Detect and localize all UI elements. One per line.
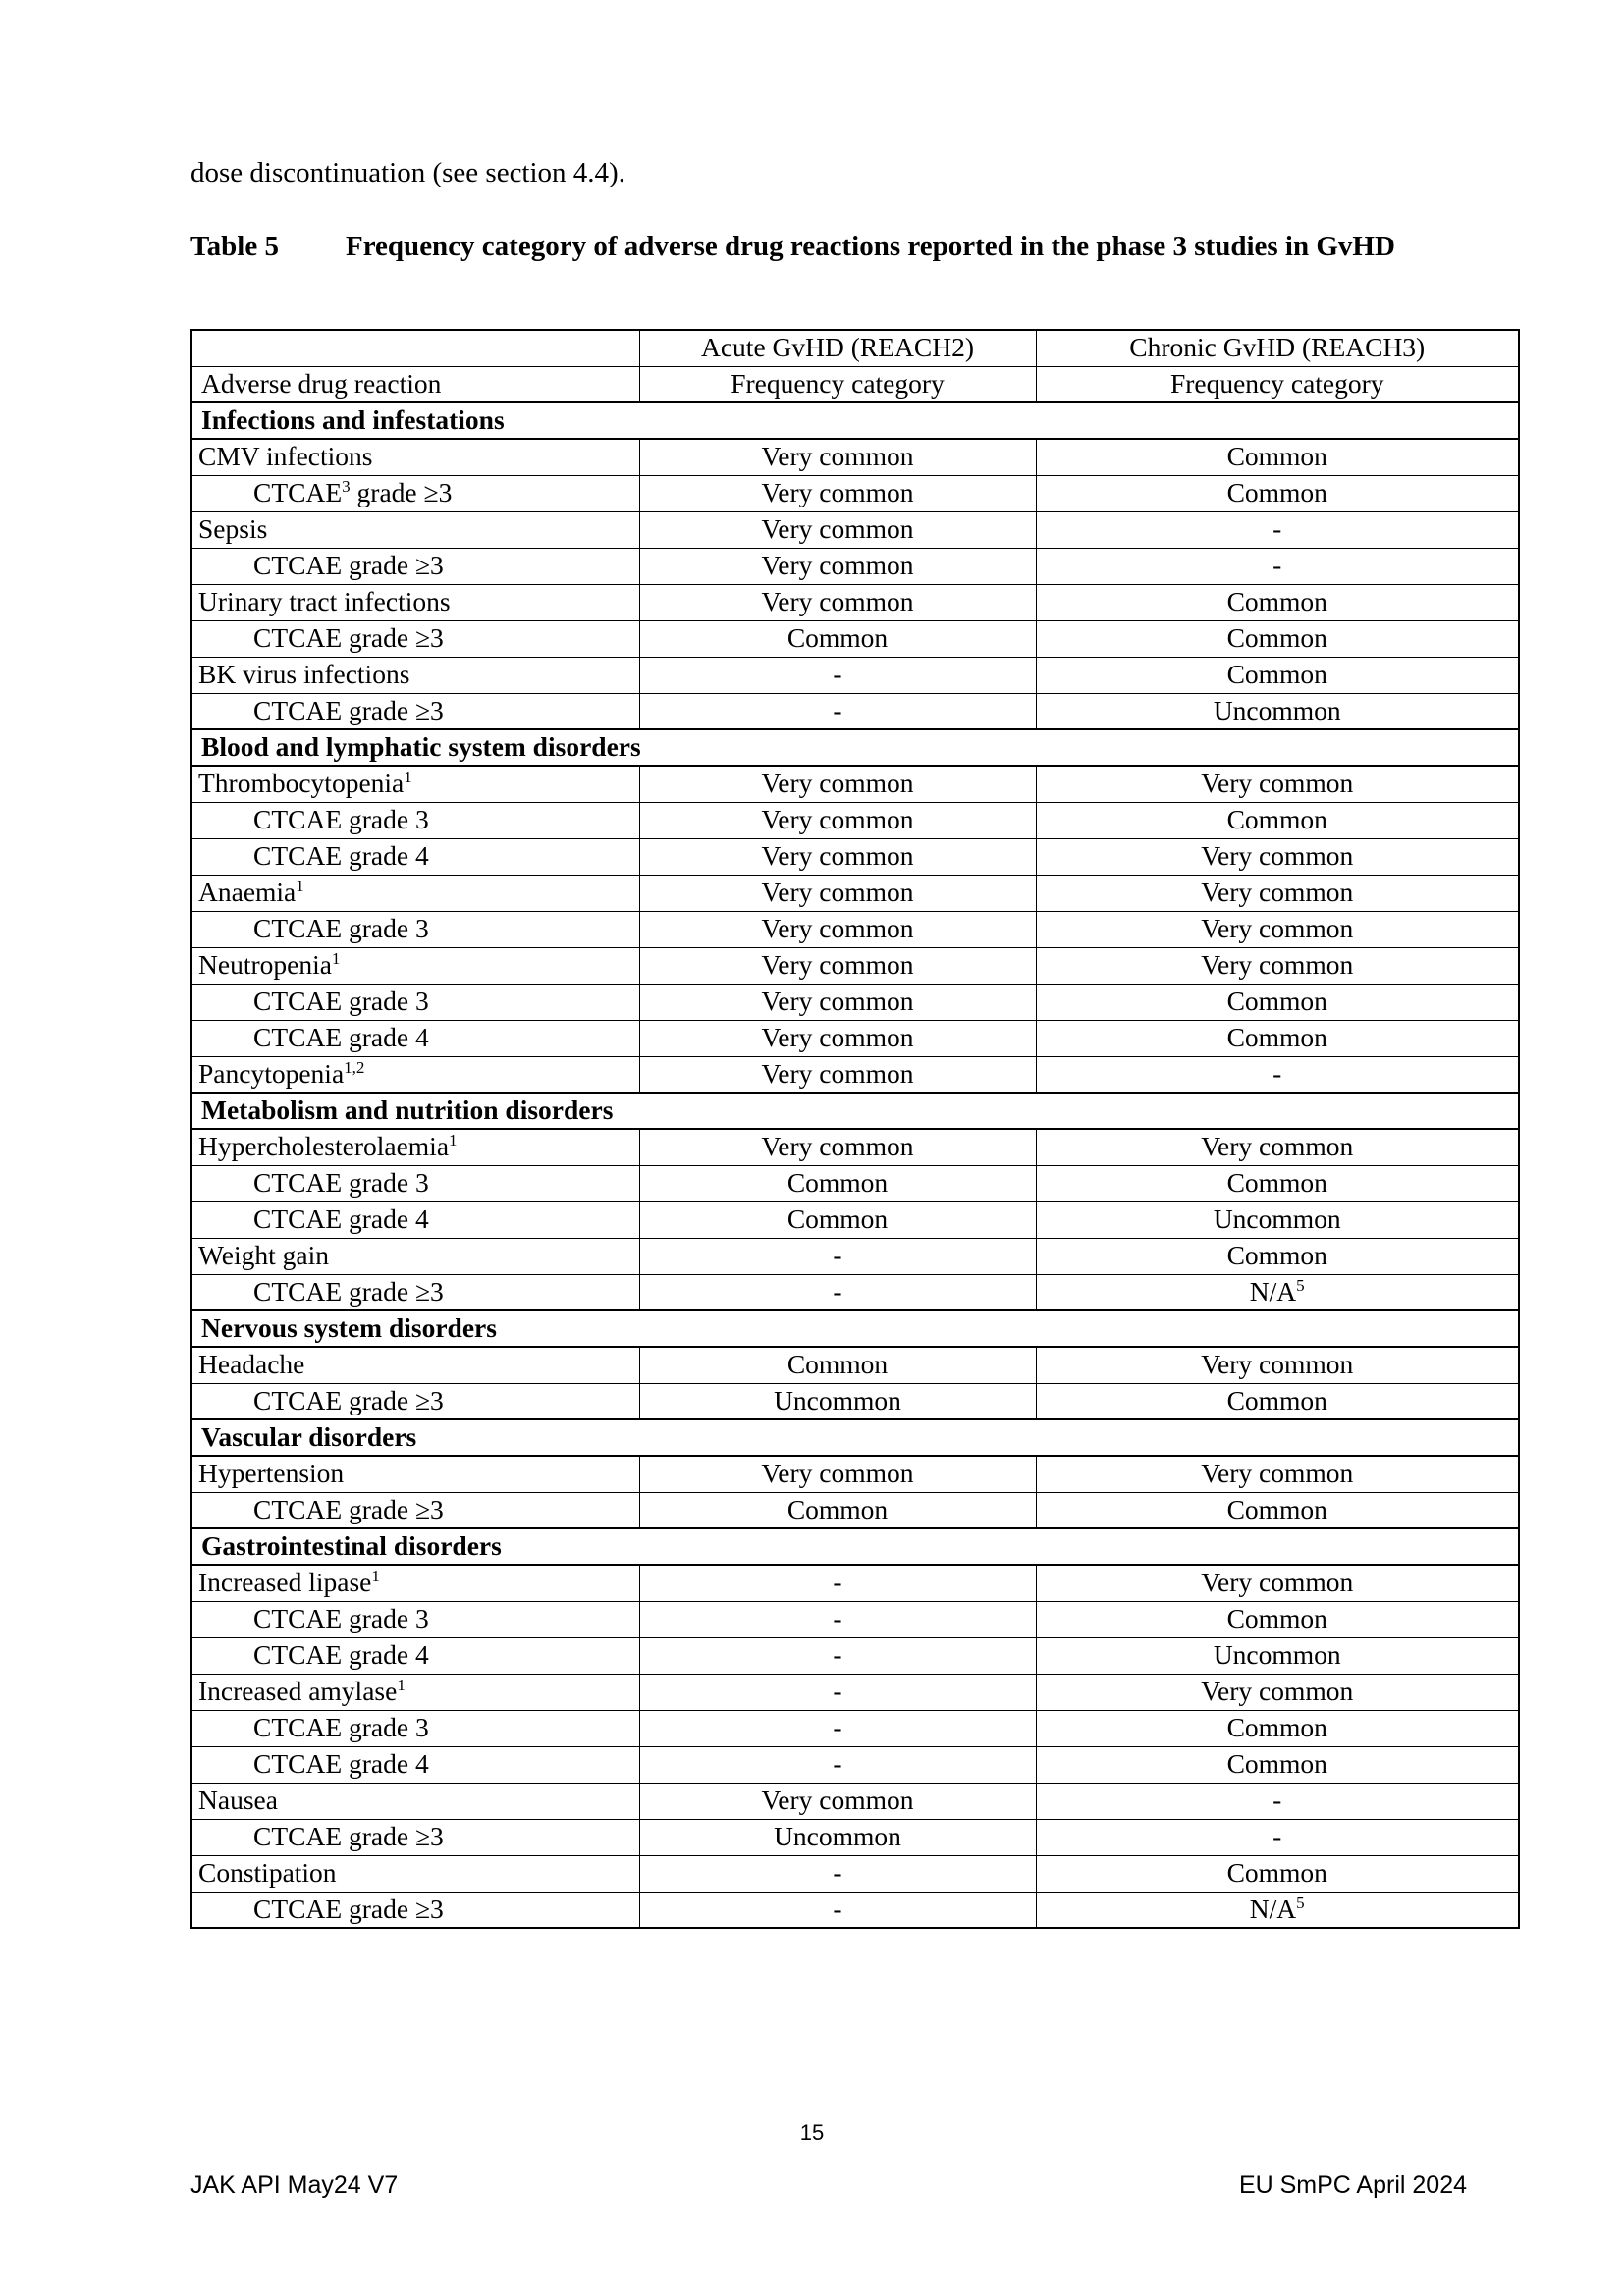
table-head bbox=[191, 330, 1519, 402]
adr-term-cell bbox=[191, 1456, 639, 1492]
frequency-chronic-cell bbox=[1036, 1637, 1519, 1674]
frequency-chronic-label: - bbox=[1272, 1057, 1282, 1089]
adr-term-label: Weight gain bbox=[198, 1240, 329, 1271]
adr-term-cell bbox=[191, 548, 639, 584]
footer-left-text: JAK API May24 V7 bbox=[190, 2171, 399, 2199]
table-row bbox=[191, 620, 1519, 657]
frequency-acute-cell: Common bbox=[639, 1201, 1036, 1238]
adr-term-label: Increased amylase bbox=[198, 1676, 398, 1707]
frequency-chronic-cell bbox=[1036, 1746, 1519, 1783]
table-row bbox=[191, 1456, 1519, 1492]
frequency-acute-cell: - bbox=[639, 1746, 1036, 1783]
page-footer bbox=[190, 2171, 1467, 2200]
adr-term-label: Neutropenia bbox=[198, 949, 332, 981]
frequency-chronic-cell bbox=[1036, 1601, 1519, 1637]
table-row bbox=[191, 1347, 1519, 1383]
frequency-chronic-label: - bbox=[1272, 1785, 1282, 1816]
adr-term-label: Urinary tract infections bbox=[198, 586, 451, 617]
footnote-marker: 1 bbox=[449, 1131, 458, 1150]
table-row bbox=[191, 766, 1519, 802]
frequency-chronic-cell bbox=[1036, 1492, 1519, 1528]
table-section-header-row bbox=[191, 1310, 1519, 1347]
header-adverse-drug-reaction: Adverse drug reaction bbox=[191, 366, 639, 402]
adr-term-cell bbox=[191, 620, 639, 657]
frequency-chronic-cell bbox=[1036, 475, 1519, 511]
table-row bbox=[191, 1601, 1519, 1637]
adr-term-label: Hypertension bbox=[198, 1458, 345, 1489]
frequency-chronic-cell bbox=[1036, 875, 1519, 911]
frequency-chronic-label: Common bbox=[1226, 441, 1327, 472]
table-row bbox=[191, 1819, 1519, 1855]
table-row bbox=[191, 875, 1519, 911]
frequency-chronic-label: Common bbox=[1226, 477, 1327, 508]
frequency-chronic-label: - bbox=[1272, 513, 1282, 545]
footnote-marker: 5 bbox=[1296, 1275, 1305, 1295]
frequency-chronic-label: Common bbox=[1226, 804, 1327, 835]
table-caption-text: Frequency category of adverse drug reactions reported in the phase 3 studies in GvHD bbox=[346, 231, 1395, 262]
frequency-chronic-label: Common bbox=[1226, 586, 1327, 617]
frequency-chronic-label: Common bbox=[1226, 986, 1327, 1017]
adr-term-cell bbox=[191, 911, 639, 947]
adr-term-cell bbox=[191, 766, 639, 802]
adr-term-label: CTCAE grade ≥3 bbox=[253, 1821, 444, 1852]
footnote-marker: 5 bbox=[1296, 1893, 1305, 1912]
adr-term-label: CTCAE grade ≥3 bbox=[253, 1275, 444, 1307]
header-acute-gvhd: Acute GvHD (REACH2) bbox=[639, 330, 1036, 366]
frequency-acute-cell: Very common bbox=[639, 475, 1036, 511]
table-row bbox=[191, 511, 1519, 548]
header-frequency-category-chronic: Frequency category bbox=[1036, 366, 1519, 402]
frequency-chronic-cell bbox=[1036, 1674, 1519, 1710]
frequency-chronic-cell bbox=[1036, 1456, 1519, 1492]
adr-term-cell bbox=[191, 1238, 639, 1274]
frequency-acute-cell: Very common bbox=[639, 584, 1036, 620]
page-number: 15 bbox=[799, 2120, 825, 2145]
adverse-drug-reaction-table bbox=[190, 329, 1520, 1929]
section-title: Blood and lymphatic system disorders bbox=[191, 729, 1519, 766]
frequency-chronic-label: N/A bbox=[1249, 1893, 1297, 1924]
frequency-chronic-cell bbox=[1036, 766, 1519, 802]
frequency-chronic-cell bbox=[1036, 439, 1519, 475]
frequency-chronic-label: Common bbox=[1226, 659, 1327, 690]
frequency-acute-cell: Uncommon bbox=[639, 1819, 1036, 1855]
frequency-chronic-label: Common bbox=[1226, 1857, 1327, 1889]
frequency-chronic-cell bbox=[1036, 1347, 1519, 1383]
adr-term-label: CTCAE grade ≥3 bbox=[253, 1384, 444, 1415]
frequency-acute-cell: - bbox=[639, 1892, 1036, 1928]
frequency-chronic-label: Very common bbox=[1201, 1131, 1354, 1162]
frequency-chronic-label: Very common bbox=[1201, 1676, 1354, 1707]
adr-term-cell bbox=[191, 1383, 639, 1419]
frequency-acute-cell: Very common bbox=[639, 1056, 1036, 1093]
table-row bbox=[191, 1783, 1519, 1819]
frequency-acute-cell: Very common bbox=[639, 1020, 1036, 1056]
frequency-acute-cell: Common bbox=[639, 1492, 1036, 1528]
frequency-acute-cell: Uncommon bbox=[639, 1383, 1036, 1419]
adr-term-cell bbox=[191, 802, 639, 838]
table-header-row-sub bbox=[191, 366, 1519, 402]
frequency-acute-cell: Common bbox=[639, 1165, 1036, 1201]
adr-term-cell bbox=[191, 1892, 639, 1928]
frequency-chronic-label: Common bbox=[1226, 1384, 1327, 1415]
adr-term-cell bbox=[191, 475, 639, 511]
frequency-acute-cell: - bbox=[639, 1637, 1036, 1674]
frequency-acute-cell: - bbox=[639, 1601, 1036, 1637]
section-title: Infections and infestations bbox=[191, 402, 1519, 439]
section-title: Gastrointestinal disorders bbox=[191, 1528, 1519, 1565]
adr-term-label: CTCAE bbox=[253, 477, 343, 508]
adr-term-label: Pancytopenia bbox=[198, 1057, 345, 1089]
frequency-chronic-cell bbox=[1036, 1056, 1519, 1093]
frequency-acute-cell: - bbox=[639, 1710, 1036, 1746]
adr-term-label: CTCAE grade ≥3 bbox=[253, 622, 444, 654]
frequency-chronic-label: Common bbox=[1226, 1240, 1327, 1271]
table-row bbox=[191, 475, 1519, 511]
adr-term-cell bbox=[191, 1710, 639, 1746]
frequency-chronic-label: Uncommon bbox=[1213, 1639, 1341, 1671]
table-row bbox=[191, 1674, 1519, 1710]
frequency-chronic-label: Common bbox=[1226, 1603, 1327, 1634]
section-title: Vascular disorders bbox=[191, 1419, 1519, 1456]
table-row bbox=[191, 1746, 1519, 1783]
adr-term-label: CTCAE grade 3 bbox=[253, 804, 429, 835]
adr-term-label: CTCAE grade 3 bbox=[253, 1712, 429, 1743]
footnote-marker: 1 bbox=[404, 768, 412, 787]
adr-term-cell bbox=[191, 875, 639, 911]
frequency-chronic-cell bbox=[1036, 584, 1519, 620]
adr-term-label: CTCAE grade 4 bbox=[253, 1022, 429, 1053]
table-row bbox=[191, 1165, 1519, 1201]
adr-term-label: Hypercholesterolaemia bbox=[198, 1131, 450, 1162]
footer-right-text: EU SmPC April 2024 bbox=[1238, 2171, 1467, 2199]
adr-term-label: CMV infections bbox=[198, 441, 373, 472]
table-row bbox=[191, 693, 1519, 729]
frequency-acute-cell: - bbox=[639, 1565, 1036, 1601]
adr-term-cell bbox=[191, 1565, 639, 1601]
table-row bbox=[191, 1020, 1519, 1056]
table-section-header-row bbox=[191, 1419, 1519, 1456]
adr-term-cell bbox=[191, 584, 639, 620]
header-frequency-category-acute: Frequency category bbox=[639, 366, 1036, 402]
adr-term-label: CTCAE grade 4 bbox=[253, 1203, 429, 1235]
adr-term-cell bbox=[191, 1601, 639, 1637]
header-blank-cell bbox=[191, 330, 639, 366]
table-row bbox=[191, 1565, 1519, 1601]
footnote-marker: 3 bbox=[342, 476, 351, 496]
frequency-chronic-label: Very common bbox=[1201, 949, 1354, 981]
adr-term-cell bbox=[191, 1347, 639, 1383]
table-row bbox=[191, 1855, 1519, 1892]
frequency-chronic-cell bbox=[1036, 1165, 1519, 1201]
footnote-marker: 1 bbox=[296, 876, 304, 895]
frequency-chronic-cell bbox=[1036, 1565, 1519, 1601]
frequency-acute-cell: - bbox=[639, 1274, 1036, 1310]
table-section-header-row bbox=[191, 1093, 1519, 1129]
adr-table-container bbox=[190, 329, 1518, 1929]
adr-term-cell bbox=[191, 1783, 639, 1819]
frequency-acute-cell: Very common bbox=[639, 439, 1036, 475]
table-row bbox=[191, 802, 1519, 838]
intro-paragraph: dose discontinuation (see section 4.4). bbox=[190, 157, 625, 188]
frequency-chronic-label: Very common bbox=[1201, 1349, 1354, 1380]
table-row bbox=[191, 548, 1519, 584]
frequency-chronic-label: - bbox=[1272, 1821, 1282, 1852]
frequency-chronic-label: Uncommon bbox=[1213, 1203, 1341, 1235]
adr-term-cell bbox=[191, 1165, 639, 1201]
frequency-chronic-cell bbox=[1036, 1710, 1519, 1746]
adr-term-cell bbox=[191, 1855, 639, 1892]
frequency-chronic-cell bbox=[1036, 911, 1519, 947]
adr-term-cell bbox=[191, 1492, 639, 1528]
table-row bbox=[191, 1710, 1519, 1746]
frequency-chronic-label: Uncommon bbox=[1213, 694, 1341, 725]
table-row bbox=[191, 1238, 1519, 1274]
frequency-chronic-label: Very common bbox=[1201, 913, 1354, 944]
adr-term-cell bbox=[191, 838, 639, 875]
footnote-marker: 1 bbox=[331, 948, 341, 968]
adr-term-label: Anaemia bbox=[198, 877, 297, 908]
frequency-chronic-cell bbox=[1036, 1020, 1519, 1056]
adr-term-label: Thrombocytopenia bbox=[198, 768, 405, 799]
adr-term-cell bbox=[191, 1819, 639, 1855]
frequency-chronic-label: Common bbox=[1226, 622, 1327, 654]
frequency-chronic-cell bbox=[1036, 1819, 1519, 1855]
frequency-chronic-cell bbox=[1036, 838, 1519, 875]
adr-term-cell bbox=[191, 511, 639, 548]
frequency-acute-cell: - bbox=[639, 1855, 1036, 1892]
table-row bbox=[191, 1383, 1519, 1419]
adr-term-label: CTCAE grade 3 bbox=[253, 913, 429, 944]
frequency-chronic-label: N/A bbox=[1249, 1275, 1297, 1307]
frequency-chronic-label: Common bbox=[1226, 1712, 1327, 1743]
adr-term-cell bbox=[191, 1056, 639, 1093]
frequency-acute-cell: Very common bbox=[639, 947, 1036, 984]
adr-term-label: CTCAE grade 4 bbox=[253, 840, 429, 872]
adr-term-cell bbox=[191, 1274, 639, 1310]
frequency-chronic-cell bbox=[1036, 984, 1519, 1020]
table-row bbox=[191, 838, 1519, 875]
frequency-chronic-cell bbox=[1036, 693, 1519, 729]
frequency-chronic-cell bbox=[1036, 1892, 1519, 1928]
frequency-acute-cell: - bbox=[639, 1238, 1036, 1274]
adr-term-label: Increased lipase bbox=[198, 1567, 372, 1598]
frequency-acute-cell: - bbox=[639, 657, 1036, 693]
frequency-acute-cell: Very common bbox=[639, 802, 1036, 838]
adr-term-label: CTCAE grade 3 bbox=[253, 1167, 429, 1199]
table-header-row-top bbox=[191, 330, 1519, 366]
adr-term-cell bbox=[191, 947, 639, 984]
frequency-chronic-cell bbox=[1036, 548, 1519, 584]
frequency-acute-cell: Very common bbox=[639, 911, 1036, 947]
adr-term-label: Nausea bbox=[198, 1785, 278, 1816]
adr-term-cell bbox=[191, 1201, 639, 1238]
frequency-chronic-label: Very common bbox=[1201, 840, 1354, 872]
adr-term-label: Sepsis bbox=[198, 513, 268, 545]
frequency-chronic-label: Very common bbox=[1201, 877, 1354, 908]
frequency-chronic-label: - bbox=[1272, 550, 1282, 581]
footnote-marker: 1 bbox=[397, 1675, 406, 1694]
adr-term-cell bbox=[191, 1637, 639, 1674]
table-row bbox=[191, 584, 1519, 620]
table-row bbox=[191, 1492, 1519, 1528]
frequency-chronic-cell bbox=[1036, 657, 1519, 693]
table-row bbox=[191, 439, 1519, 475]
footnote-marker: 1,2 bbox=[344, 1057, 365, 1077]
adr-term-cell bbox=[191, 1020, 639, 1056]
frequency-chronic-cell bbox=[1036, 1274, 1519, 1310]
frequency-acute-cell: Very common bbox=[639, 875, 1036, 911]
table-section-header-row bbox=[191, 1528, 1519, 1565]
frequency-chronic-cell bbox=[1036, 620, 1519, 657]
table-caption bbox=[190, 228, 1487, 265]
table-row bbox=[191, 984, 1519, 1020]
frequency-acute-cell: - bbox=[639, 1674, 1036, 1710]
frequency-acute-cell: Very common bbox=[639, 548, 1036, 584]
adr-term-cell bbox=[191, 657, 639, 693]
adr-term-label: CTCAE grade 3 bbox=[253, 1603, 429, 1634]
frequency-acute-cell: Very common bbox=[639, 1456, 1036, 1492]
table-row bbox=[191, 911, 1519, 947]
adr-term-label: CTCAE grade ≥3 bbox=[253, 694, 444, 725]
table-body bbox=[191, 402, 1519, 1928]
adr-term-label: BK virus infections bbox=[198, 659, 410, 690]
table-row bbox=[191, 1892, 1519, 1928]
adr-term-cell bbox=[191, 1674, 639, 1710]
footnote-marker: 1 bbox=[371, 1567, 380, 1586]
frequency-acute-cell: Very common bbox=[639, 766, 1036, 802]
frequency-acute-cell: Very common bbox=[639, 1129, 1036, 1165]
adr-term-label: CTCAE grade ≥3 bbox=[253, 1493, 444, 1524]
table-row bbox=[191, 1274, 1519, 1310]
frequency-chronic-cell bbox=[1036, 1855, 1519, 1892]
section-title: Metabolism and nutrition disorders bbox=[191, 1093, 1519, 1129]
frequency-acute-cell: Very common bbox=[639, 1783, 1036, 1819]
frequency-chronic-label: Very common bbox=[1201, 768, 1354, 799]
adr-term-label: CTCAE grade 3 bbox=[253, 986, 429, 1017]
adr-term-suffix: grade ≥3 bbox=[350, 477, 453, 508]
adr-term-cell bbox=[191, 693, 639, 729]
table-section-header-row bbox=[191, 402, 1519, 439]
section-title: Nervous system disorders bbox=[191, 1310, 1519, 1347]
table-row bbox=[191, 657, 1519, 693]
table-section-header-row bbox=[191, 729, 1519, 766]
frequency-acute-cell: - bbox=[639, 693, 1036, 729]
table-row bbox=[191, 947, 1519, 984]
adr-term-label: Headache bbox=[198, 1349, 305, 1380]
adr-term-label: Constipation bbox=[198, 1857, 337, 1889]
adr-term-cell bbox=[191, 1129, 639, 1165]
frequency-chronic-cell bbox=[1036, 1129, 1519, 1165]
frequency-chronic-cell bbox=[1036, 947, 1519, 984]
frequency-acute-cell: Common bbox=[639, 620, 1036, 657]
frequency-chronic-label: Common bbox=[1226, 1748, 1327, 1780]
frequency-chronic-cell bbox=[1036, 511, 1519, 548]
header-chronic-gvhd: Chronic GvHD (REACH3) bbox=[1036, 330, 1519, 366]
frequency-acute-cell: Very common bbox=[639, 511, 1036, 548]
adr-term-label: CTCAE grade 4 bbox=[253, 1748, 429, 1780]
table-row bbox=[191, 1056, 1519, 1093]
frequency-chronic-cell bbox=[1036, 802, 1519, 838]
table-row bbox=[191, 1637, 1519, 1674]
table-row bbox=[191, 1129, 1519, 1165]
adr-term-label: CTCAE grade 4 bbox=[253, 1639, 429, 1671]
frequency-acute-cell: Very common bbox=[639, 984, 1036, 1020]
frequency-chronic-cell bbox=[1036, 1783, 1519, 1819]
table-row bbox=[191, 1201, 1519, 1238]
frequency-chronic-label: Very common bbox=[1201, 1567, 1354, 1598]
table-caption-label: Table 5 bbox=[190, 231, 279, 262]
frequency-chronic-label: Common bbox=[1226, 1493, 1327, 1524]
adr-term-cell bbox=[191, 439, 639, 475]
adr-term-cell bbox=[191, 984, 639, 1020]
adr-term-label: CTCAE grade ≥3 bbox=[253, 1893, 444, 1924]
adr-term-cell bbox=[191, 1746, 639, 1783]
frequency-chronic-cell bbox=[1036, 1383, 1519, 1419]
frequency-chronic-label: Very common bbox=[1201, 1458, 1354, 1489]
frequency-acute-cell: Very common bbox=[639, 838, 1036, 875]
frequency-chronic-cell bbox=[1036, 1201, 1519, 1238]
frequency-chronic-cell bbox=[1036, 1238, 1519, 1274]
frequency-chronic-label: Common bbox=[1226, 1022, 1327, 1053]
frequency-chronic-label: Common bbox=[1226, 1167, 1327, 1199]
frequency-acute-cell: Common bbox=[639, 1347, 1036, 1383]
adr-term-label: CTCAE grade ≥3 bbox=[253, 550, 444, 581]
